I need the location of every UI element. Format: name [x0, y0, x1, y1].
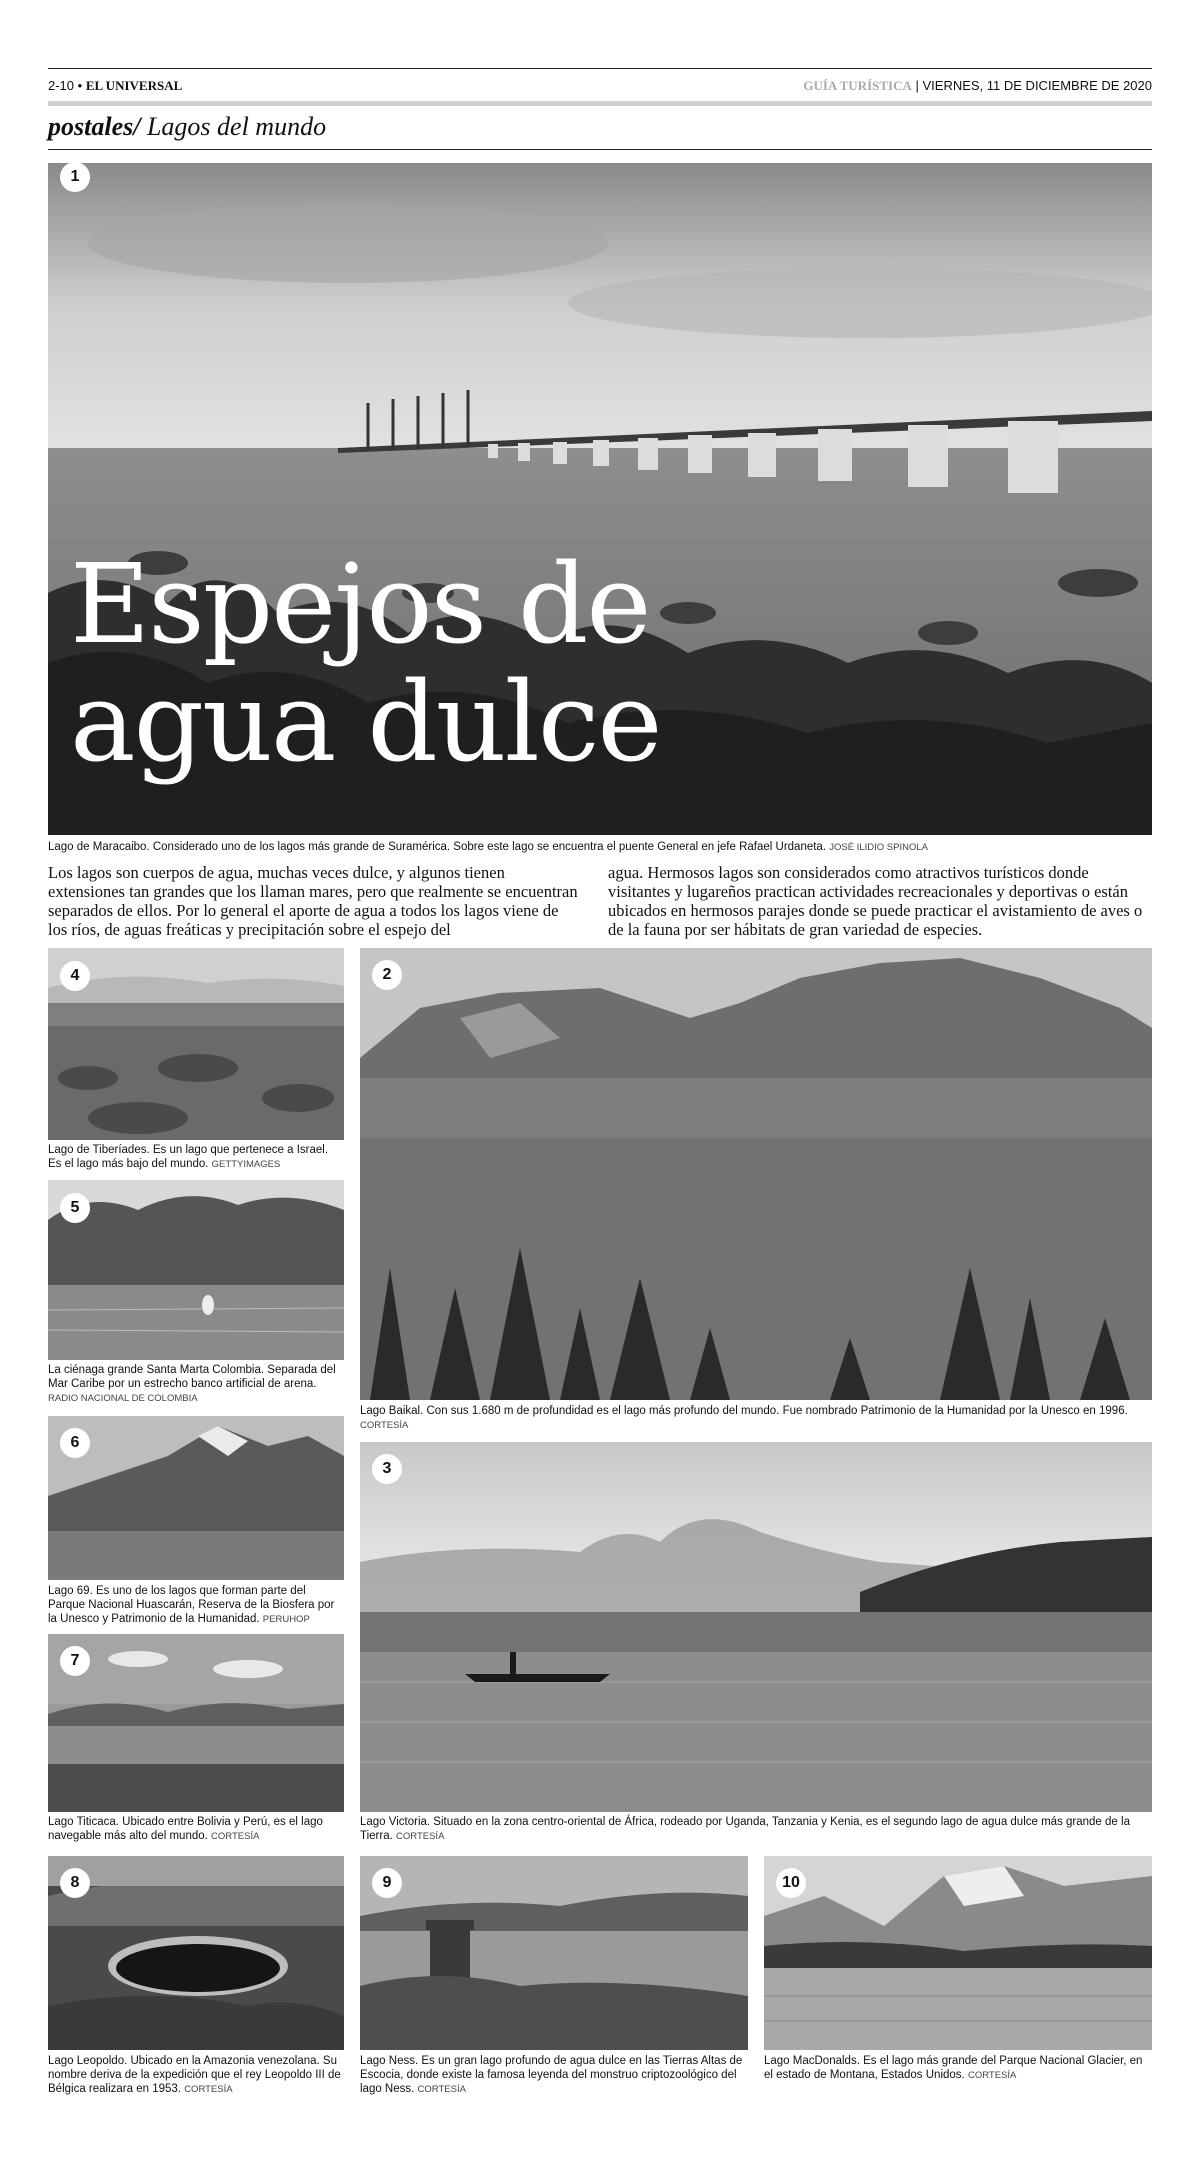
photo-number-6: 6: [60, 1428, 90, 1458]
masthead-band: [48, 101, 1152, 106]
body-column-2: agua. Hermosos lagos son considerados como atractivos turísticos donde visitantes y lugareños practican actividades recreacionales y deportivas o están ubicados en hermosos parajes donde se puede practicar el avistamiento de aves o de la fauna por ser hábitats de gran variedad de especies.: [608, 863, 1143, 939]
section-heading: [48, 112, 326, 142]
issue-date: VIERNES, 11 DE DICIEMBRE DE 2020: [922, 78, 1152, 93]
photo-number-7: 7: [60, 1646, 90, 1676]
credit-9: CORTESÍA: [417, 2084, 466, 2095]
section-name: GUÍA TURÍSTICA: [803, 78, 912, 93]
photo-lago-baikal: [360, 948, 1152, 1400]
photo-lago-victoria: [360, 1442, 1152, 1812]
credit-10: CORTESÍA: [967, 2070, 1017, 2081]
caption-text-3: Lago Victoria. Situado en la zona centro-oriental de África, rodeado por Uganda, Tanzania y Kenia, es el segundo lago de agua dulce más grande de la Tierra.: [360, 1816, 1130, 1842]
section-rule: [48, 149, 1152, 150]
photo-number-4: 4: [60, 961, 90, 991]
photo-lago-ness: [360, 1856, 748, 2050]
caption-7: [48, 1815, 344, 1844]
photo-number-8: 8: [60, 1868, 90, 1898]
top-rule: [48, 68, 1152, 69]
headline-line-1: Espejos de: [70, 540, 650, 668]
dateline: [803, 78, 1152, 94]
photo-lago-leopoldo: [48, 1856, 344, 2050]
headline-line-2: agua dulce: [70, 658, 661, 786]
caption-text-1: Lago de Maracaibo. Considerado uno de los lagos más grande de Suramérica. Sobre este lago se encuentra el puente General en jefe Rafael Urdaneta.: [48, 841, 827, 853]
publication-name: EL UNIVERSAL: [85, 78, 183, 93]
photo-lago-tiberiades: [48, 948, 344, 1140]
caption-10: [764, 2054, 1152, 2083]
caption-text-4: Lago de Tiberíades. Es un lago que pertenece a Israel. Es el lago más bajo del mundo.: [48, 1144, 329, 1170]
caption-8: [48, 2054, 344, 2097]
credit-8: CORTESÍA: [184, 2084, 233, 2095]
credit-7: CORTESÍA: [211, 1831, 260, 1842]
caption-text-9: Lago Ness. Es un gran lago profundo de agua dulce en las Tierras Altas de Escocia, donde existe la famosa leyenda del monstruo criptozoológico del lago Ness.: [360, 2055, 743, 2095]
folio: 2-10 • EL UNIVERSAL: [48, 78, 183, 93]
photo-number-2: 2: [372, 960, 402, 990]
caption-5: [48, 1363, 344, 1406]
credit-2: CORTESÍA: [360, 1420, 409, 1431]
caption-4: [48, 1143, 344, 1172]
caption-text-8: Lago Leopoldo. Ubicado en la Amazonia venezolana. Su nombre deriva de la expedición que el rey Leopoldo III de Bélgica realizara en 1953.: [48, 2055, 341, 2095]
caption-3: [360, 1815, 1152, 1844]
section-title: Lagos del mundo: [146, 112, 327, 141]
photo-cienaga-santa-marta: [48, 1180, 344, 1360]
body-column-1: Los lagos son cuerpos de agua, muchas veces dulce, y algunos tienen extensiones tan grandes que los llaman mares, pero que realmente se encuentran separados de ellos. Por lo general el aporte de agua a todos los lagos viene de los ríos, de aguas freáticas y precipitación sobre el espejo del: [48, 863, 578, 939]
photo-number-3: 3: [372, 1454, 402, 1484]
page-number: 2-10: [48, 78, 75, 93]
caption-2: [360, 1404, 1152, 1433]
section-kicker: postales/: [48, 112, 141, 141]
photo-lago-69: [48, 1416, 344, 1580]
caption-9: [360, 2054, 748, 2097]
photo-number-9: 9: [372, 1868, 402, 1898]
caption-6: [48, 1584, 344, 1627]
caption-text-2: Lago Baikal. Con sus 1.680 m de profundidad es el lago más profundo del mundo. Fue nombrado Patrimonio de la Humanidad por la Unesco en 1996.: [360, 1405, 1128, 1417]
headline: [70, 540, 661, 786]
photo-lago-macdonalds: [764, 1856, 1152, 2050]
photo-number-5: 5: [60, 1193, 90, 1223]
credit-5: RADIO NACIONAL DE COLOMBIA: [48, 1393, 198, 1404]
photo-number-10: 10: [776, 1868, 806, 1898]
caption-text-7: Lago Titicaca. Ubicado entre Bolivia y Perú, es el lago navegable más alto del mundo.: [48, 1816, 323, 1842]
credit-4: GETTYIMAGES: [211, 1159, 281, 1170]
photo-number-1: 1: [60, 162, 90, 192]
photo-lago-titicaca: [48, 1634, 344, 1812]
credit-1: JOSÉ ILIDIO SPINOLA: [829, 842, 928, 853]
caption-text-10: Lago MacDonalds. Es el lago más grande del Parque Nacional Glacier, en el estado de Montana, Estados Unidos.: [764, 2055, 1143, 2081]
caption-1: [48, 840, 1152, 855]
caption-text-6: Lago 69. Es uno de los lagos que forman parte del Parque Nacional Huascarán, Reserva de la Biosfera por la Unesco y Patrimonio de la Humanidad.: [48, 1585, 335, 1625]
credit-3: CORTESÍA: [396, 1831, 445, 1842]
credit-6: PERUHOP: [262, 1614, 310, 1625]
dateline-separator: |: [911, 78, 923, 93]
caption-text-5: La ciénaga grande Santa Marta Colombia. Separada del Mar Caribe por un estrecho banco artificial de arena.: [48, 1364, 336, 1390]
